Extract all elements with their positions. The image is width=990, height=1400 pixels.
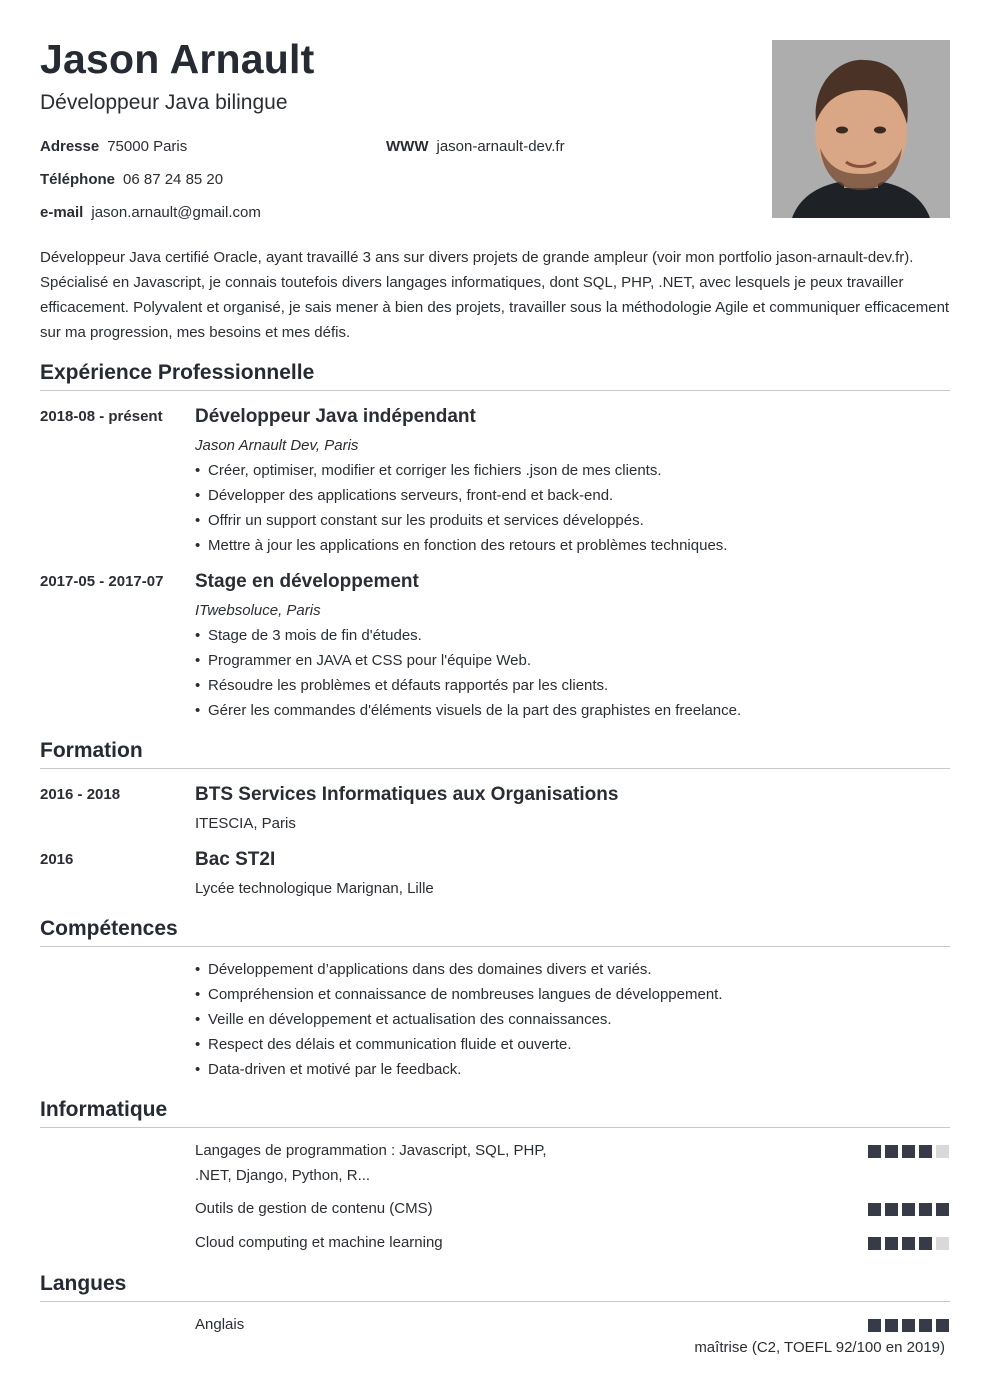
list-item: • Veille en développement et actualisation des connaissances.	[195, 1007, 723, 1032]
rating-square-filled	[885, 1237, 898, 1250]
phone-label: Téléphone	[40, 171, 116, 188]
candidate-name: Jason Arnault	[40, 36, 315, 82]
rating-square-filled	[936, 1203, 949, 1216]
skill-rating	[868, 1237, 949, 1250]
experience-company: ITwebsoluce, Paris	[195, 602, 321, 619]
list-item: • Data-driven et motivé par le feedback.	[195, 1057, 723, 1082]
it-skill-label-line: Langages de programmation : Javascript, SQL, PHP,	[195, 1142, 547, 1159]
section-languages-heading: Langues	[40, 1272, 127, 1295]
job-title: Développeur Java bilingue	[40, 91, 288, 114]
section-education-heading: Formation	[40, 739, 143, 762]
list-item: • Stage de 3 mois de fin d'études.	[195, 623, 741, 648]
section-divider	[40, 768, 950, 769]
portrait-illustration	[772, 40, 950, 218]
list-item: • Développer des applications serveurs, front-end et back-end.	[195, 483, 727, 508]
rating-square-filled	[885, 1203, 898, 1216]
list-item: • Développement d’applications dans des domaines divers et variés.	[195, 957, 723, 982]
experience-date: 2018-08 - présent	[40, 408, 163, 425]
education-date: 2016 - 2018	[40, 786, 121, 803]
section-divider	[40, 1127, 950, 1128]
list-item: • Mettre à jour les applications en fonction des retours et problèmes techniques.	[195, 533, 727, 558]
address-label: Adresse	[40, 138, 100, 155]
phone-value: 06 87 24 85 20	[123, 171, 224, 188]
section-divider	[40, 1301, 950, 1302]
rating-square-filled	[868, 1145, 881, 1158]
rating-square-filled	[868, 1203, 881, 1216]
www-label: WWW	[386, 138, 429, 155]
language-rating	[868, 1319, 949, 1332]
email-link[interactable]: jason.arnault@gmail.com	[91, 204, 261, 221]
rating-square-empty	[936, 1145, 949, 1158]
experience-title: Développeur Java indépendant	[195, 406, 476, 427]
section-divider	[40, 390, 950, 391]
address-value: 75000 Paris	[107, 138, 188, 155]
experience-company: Jason Arnault Dev, Paris	[195, 437, 359, 454]
website-link[interactable]: jason-arnault-dev.fr	[436, 138, 565, 155]
rating-square-filled	[868, 1237, 881, 1250]
list-item: • Programmer en JAVA et CSS pour l'équipe Web.	[195, 648, 741, 673]
list-item: • Compréhension et connaissance de nombreuses langues de développement.	[195, 982, 723, 1007]
skills-list	[195, 957, 723, 1082]
experience-bullets	[195, 623, 741, 723]
profile-photo	[772, 40, 950, 218]
contact-email	[40, 204, 261, 221]
rating-square-filled	[919, 1145, 932, 1158]
it-skill-label: Outils de gestion de contenu (CMS)	[195, 1200, 433, 1217]
education-title: Bac ST2I	[195, 849, 276, 870]
it-skill-label: Cloud computing et machine learning	[195, 1234, 443, 1251]
rating-square-filled	[919, 1237, 932, 1250]
skill-rating	[868, 1145, 949, 1158]
rating-square-filled	[885, 1145, 898, 1158]
experience-title: Stage en développement	[195, 571, 419, 592]
profile-summary: Développeur Java certifié Oracle, ayant travaillé 3 ans sur divers projets de grande ampleur (voir mon portfolio jason-arnault-dev.fr). Spécialisé en Javascript, je connais toutefois divers langages informatiques, dont SQL, PHP, .NET, avec lesquels je peux travailler efficacement. Polyvalent et organisé, je sais mener à bien des projets, travailler sous la méthodologie Agile et communiquer efficacement sur ma progression, mes besoins et mes défis.	[40, 249, 950, 341]
contact-phone	[40, 171, 223, 188]
rating-square-filled	[885, 1319, 898, 1332]
rating-square-filled	[902, 1319, 915, 1332]
list-item: • Respect des délais et communication fluide et ouverte.	[195, 1032, 723, 1057]
rating-square-filled	[868, 1319, 881, 1332]
language-label: Anglais	[195, 1316, 245, 1333]
education-title: BTS Services Informatiques aux Organisations	[195, 784, 619, 805]
list-item: • Créer, optimiser, modifier et corriger les fichiers .json de mes clients.	[195, 458, 727, 483]
rating-square-filled	[902, 1237, 915, 1250]
experience-bullets	[195, 458, 727, 558]
rating-square-filled	[902, 1203, 915, 1216]
section-experience-heading: Expérience Professionnelle	[40, 361, 315, 384]
experience-date: 2017-05 - 2017-07	[40, 573, 164, 590]
education-school: ITESCIA, Paris	[195, 815, 296, 832]
email-label: e-mail	[40, 204, 84, 221]
list-item: • Offrir un support constant sur les produits et services développés.	[195, 508, 727, 533]
list-item: • Résoudre les problèmes et défauts rapportés par les clients.	[195, 673, 741, 698]
list-item: • Gérer les commandes d'éléments visuels de la part des graphistes en freelance.	[195, 698, 741, 723]
contact-address	[40, 138, 187, 155]
it-skill-label-line: .NET, Django, Python, R...	[195, 1167, 371, 1184]
rating-square-filled	[936, 1319, 949, 1332]
language-level: maîtrise (C2, TOEFL 92/100 en 2019)	[694, 1339, 945, 1356]
contact-website	[386, 138, 565, 155]
skill-rating	[868, 1203, 949, 1216]
rating-square-filled	[919, 1203, 932, 1216]
section-it-heading: Informatique	[40, 1098, 168, 1121]
section-divider	[40, 946, 950, 947]
education-school: Lycée technologique Marignan, Lille	[195, 880, 434, 897]
rating-square-filled	[919, 1319, 932, 1332]
it-skill-label	[195, 1138, 547, 1188]
rating-square-filled	[902, 1145, 915, 1158]
section-skills-heading: Compétences	[40, 917, 178, 940]
education-date: 2016	[40, 851, 74, 868]
rating-square-empty	[936, 1237, 949, 1250]
